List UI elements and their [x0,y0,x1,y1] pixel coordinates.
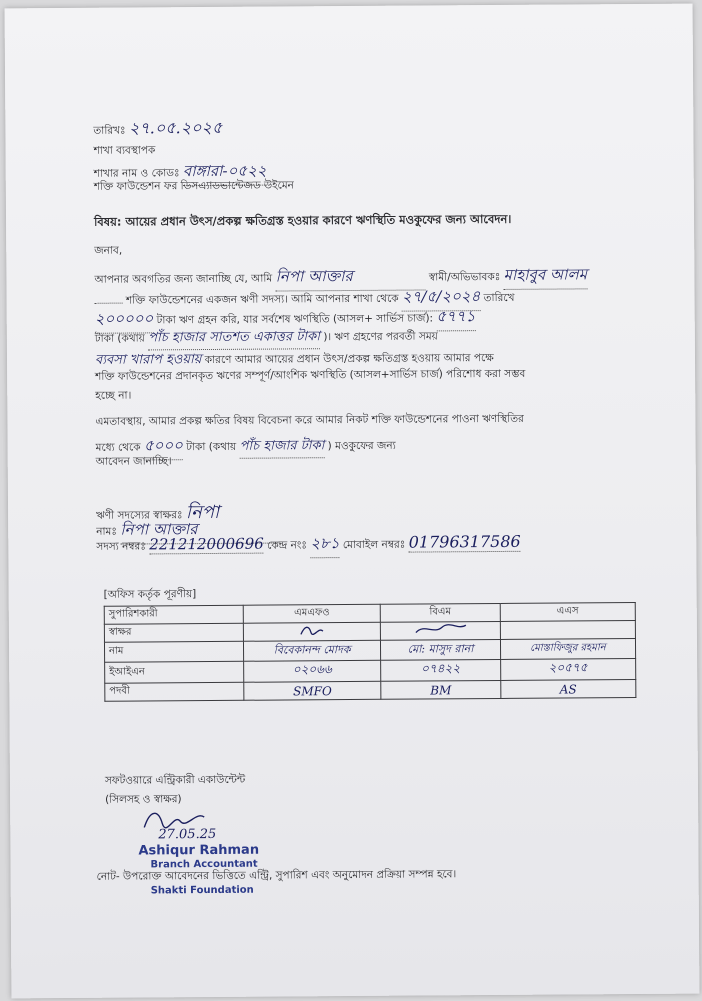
approval-table [104,602,637,702]
table-cell: ২০৫৭৫ [500,659,635,681]
balance-hand: ৫৭৭১ [436,305,475,331]
para1-text-3: শক্তি ফাউন্ডেশনের একজন ঋণী সদস্য। আমি আপনার শাখা থেকে [125,292,399,307]
waive-amount-hand: ৫০০০ [144,434,183,460]
table-cell: BM [381,680,501,699]
para1-text-8: কারণে আমার আয়ের প্রধান উৎস/প্রকল্প ক্ষতিগ্রস্ত হওয়ায় আমার পক্ষে [204,352,494,367]
member-no-label: সদস্য নম্বরঃ [96,540,146,553]
mobile-hand: 01796317586 [408,531,521,552]
accountant-sublabel: (সিলসহ ও স্বাক্ষর) [105,793,182,806]
para2-text-3: টাকা (কথায় [186,440,237,454]
table-cell: ০২০৬৬ [244,660,381,682]
accountant-label: সফটওয়ারে এন্ট্রিকারী একাউন্টেন্ট [104,773,246,787]
table-cell: মোস্তাফিজুর রহমান [500,639,635,660]
table-cell [243,622,380,641]
table-cell: বিবেকানন্দ মোদক [243,640,380,661]
para2-text-2: মধ্যে থেকে [95,441,141,454]
para2-line3: আবেদন জানাচ্ছি। [95,455,172,468]
branch-value: বাঙ্গারা-০৫২২ [183,160,267,187]
member-name-hand: নিপা আক্তার [120,518,280,545]
table-row [105,659,636,684]
stamp-name: Ashiqur Rahman [138,842,260,859]
para1-text-1: আপনার অবগতির জন্য জানাচ্ছি যে, আমি [94,272,273,286]
table-cell: ০৭৪২২ [381,659,501,681]
row-label: ইআইএন [105,661,244,683]
loan-amount-hand: ২০০০০০ [95,307,154,333]
member-signature-hand: নিপা [185,501,220,524]
signature-mark [297,623,327,637]
table-cell [381,621,501,640]
branch-label: শাখার নাম ও কোডঃ [93,167,180,180]
blank-dots [95,303,123,304]
office-use-label: [অফিস কর্তৃক পূরণীয়] [103,588,197,601]
table-header-cell: বিএম [380,603,500,622]
table-cell [500,621,635,640]
date-value: ২৭.০৫.২০২৫ [128,117,223,138]
row-label: স্বাক্ষর [104,623,243,642]
addressee-line-1: শাখা ব্যবস্থাপক [93,144,156,157]
para1-text-6: টাকা (কথায় [94,332,145,345]
application-sheet [5,4,700,999]
para2-line1: এমতাবস্থায়, আমার প্রকল্প ক্ষতির বিষয় বিবেচনা করে আমার নিকট শক্তি ফাউন্ডেশনের পাওনা ঋণস্থিতির [95,412,524,428]
table-cell: মো: মাসুদ রানা [381,639,501,660]
para1-line6: শক্তি ফাউন্ডেশনের প্রদানকৃত ঋণের সম্পূর্ণ/আংশিক ঋণস্থিতি (আসল+সার্ভিস চার্জ) পরিশোধ করা সম্ভব [95,367,526,383]
accountant-sign-date: 27.05.25 [158,826,217,843]
row-label: পদবী [105,682,244,701]
date-line [93,115,222,143]
member-no-hand: 221212000696 [149,534,264,554]
para1-text-4: তারিখে [483,291,515,305]
para1-text-5: টাকা ঋণ গ্রহন করি, যার সর্বশেষ ঋণস্থিতি (আসল+ সার্ভিস চার্জ): [156,312,434,327]
reason-hand: ব্যবসা খারাপ হওয়ায় [94,352,202,368]
stamp-title: Branch Accountant [150,858,258,871]
loan-date-hand: ২৭/৫/২০২৪ [402,285,481,312]
date-label: তারিখঃ [93,124,126,137]
member-name-label: নামঃ [96,525,118,538]
guardian-name-hand: মাহাবুব আলম [504,263,588,290]
center-hand: ২৮১ [310,532,339,558]
member-sign-label: ঋণী সদস্যের স্বাক্ষরঃ [96,509,183,522]
para1-text-7: )। ঋণ গ্রহণের পরবর্তী সময় [323,330,438,344]
table-row [105,680,636,702]
subject-line: বিষয়: আয়ের প্রধান উৎস/প্রকল্প ক্ষতিগ্রস্ত হওয়ার কারণে ঋণস্থিতি মওকুফের জন্য আবেদন। [93,211,512,229]
table-header-cell: সুপারিশকারী [104,605,243,624]
salutation: জনাব, [94,244,123,257]
mobile-label: মোবাইল নম্বরঃ [342,538,406,552]
balance-words-hand: পাঁচ হাজার সাতশত একাত্তর টাকা [148,327,320,350]
para1-text-2: স্বামী/অভিভাবকঃ [428,270,501,284]
footer-note: নোট- উপরোক্ত আবেদনের ভিত্তিতে এন্ট্রি, সুপারিশ এবং অনুমোদন প্রক্রিয়া সম্পন্ন হবে। [96,868,457,883]
signature-mark [410,622,470,636]
para2-text-4: ) মওকুফের জন্য [327,439,396,453]
table-header-cell: এএস [500,603,635,622]
para1-line7: হচ্ছে না। [95,389,132,402]
applicant-name-hand: নিপা আক্তার [275,264,425,291]
row-label: নাম [104,641,243,662]
center-label: কেন্দ্র নংঃ [267,539,308,552]
table-header-cell: এমএফও [243,604,380,623]
stamp-org: Shakti Foundation [150,884,254,897]
waive-words-hand: পাঁচ হাজার টাকা [240,436,325,459]
table-cell: AS [501,680,636,699]
member-number-line [96,531,521,560]
para1-line4 [95,326,438,350]
addressee-line-3: শক্তি ফাউন্ডেশন ফর ডিসএ্যাডভান্টেজড উইমেন [93,179,294,193]
table-cell: SMFO [244,681,381,700]
